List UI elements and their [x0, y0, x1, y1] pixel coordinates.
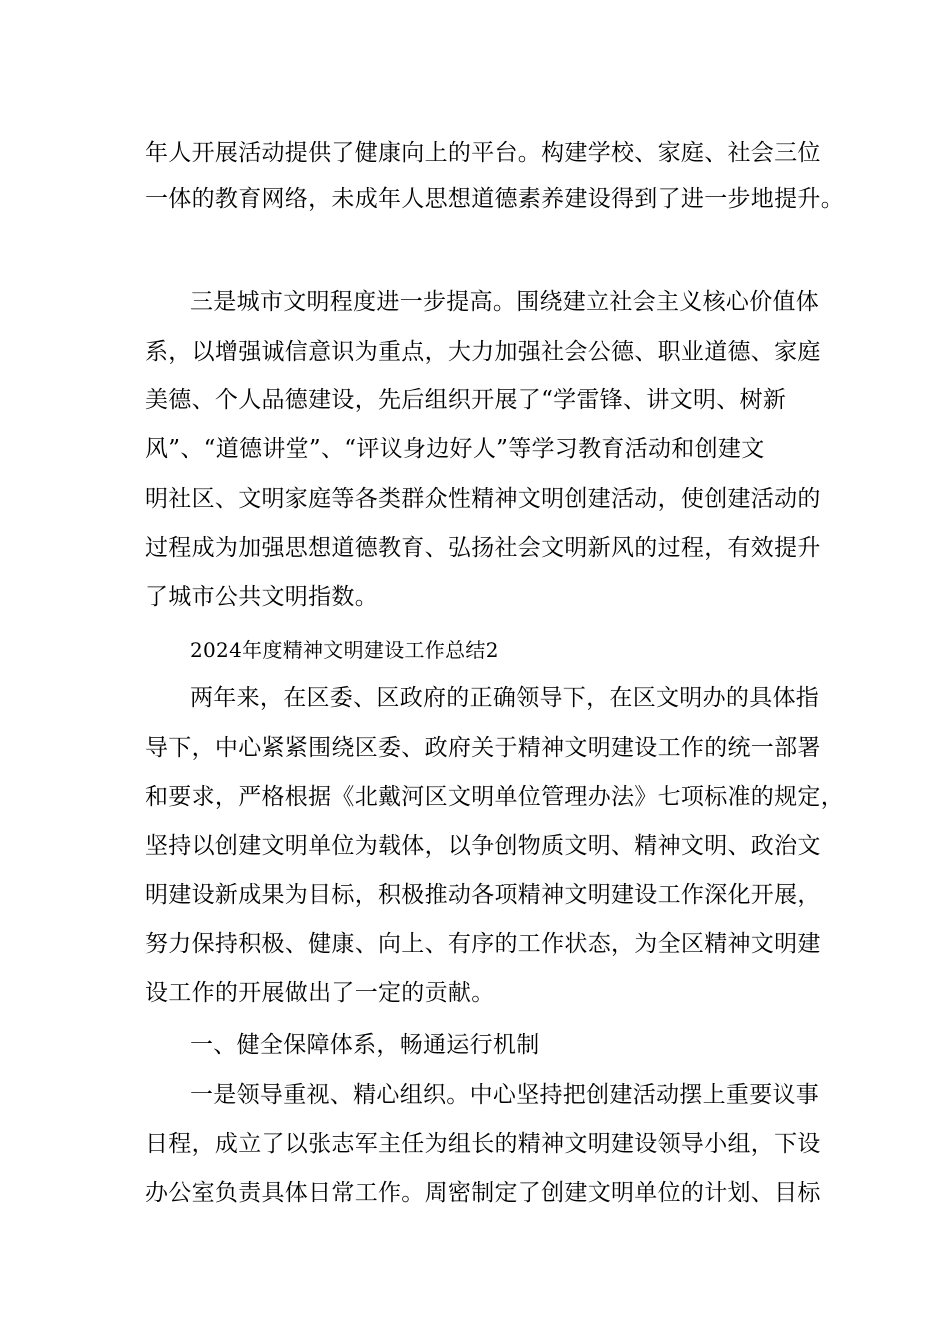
- text-line: 努力保持积极、健康、向上、有序的工作状态，为全区精神文明建: [145, 931, 821, 957]
- text-line: 三是城市文明程度进一步提高。围绕建立社会主义核心价值体: [190, 289, 820, 315]
- text-line: 设工作的开展做出了一定的贡献。: [145, 980, 495, 1006]
- text-line: 一是领导重视、精心组织。中心坚持把创建活动摆上重要议事: [190, 1082, 820, 1108]
- text-line: 明社区、文明家庭等各类群众性精神文明创建活动，使创建活动的: [145, 486, 821, 512]
- text-line: 坚持以创建文明单位为载体，以争创物质文明、精神文明、政治文: [145, 833, 821, 859]
- text-line: 一体的教育网络，未成年人思想道德素养建设得到了进一步地提升。: [145, 186, 844, 212]
- text-line: 和要求，严格根据《北戴河区文明单位管理办法》七项标准的规定，: [145, 784, 844, 810]
- text-line: 年人开展活动提供了健康向上的平台。构建学校、家庭、社会三位: [145, 140, 821, 166]
- text-line: 了城市公共文明指数。: [145, 584, 378, 610]
- text-line: 美德、个人品德建设，先后组织开展了“学雷锋、讲文明、树新: [145, 387, 787, 413]
- text-line: 日程，成立了以张志军主任为组长的精神文明建设领导小组，下设: [145, 1131, 821, 1157]
- text-line: 系，以增强诚信意识为重点，大力加强社会公德、职业道德、家庭: [145, 339, 821, 365]
- document-title: 2024年度精神文明建设工作总结2: [190, 638, 499, 662]
- text-line: 风”、“道德讲堂”、“评议身边好人”等学习教育活动和创建文: [145, 436, 765, 462]
- text-line: 导下，中心紧紧围绕区委、政府关于精神文明建设工作的统一部署: [145, 735, 821, 761]
- text-line: 办公室负责具体日常工作。周密制定了创建文明单位的计划、目标: [145, 1180, 821, 1206]
- section-heading: 一、健全保障体系，畅通运行机制: [190, 1032, 540, 1058]
- text-line: 过程成为加强思想道德教育、弘扬社会文明新风的过程，有效提升: [145, 535, 821, 561]
- text-line: 两年来，在区委、区政府的正确领导下，在区文明办的具体指: [190, 685, 820, 711]
- text-line: 明建设新成果为目标，积极推动各项精神文明建设工作深化开展，: [145, 882, 821, 908]
